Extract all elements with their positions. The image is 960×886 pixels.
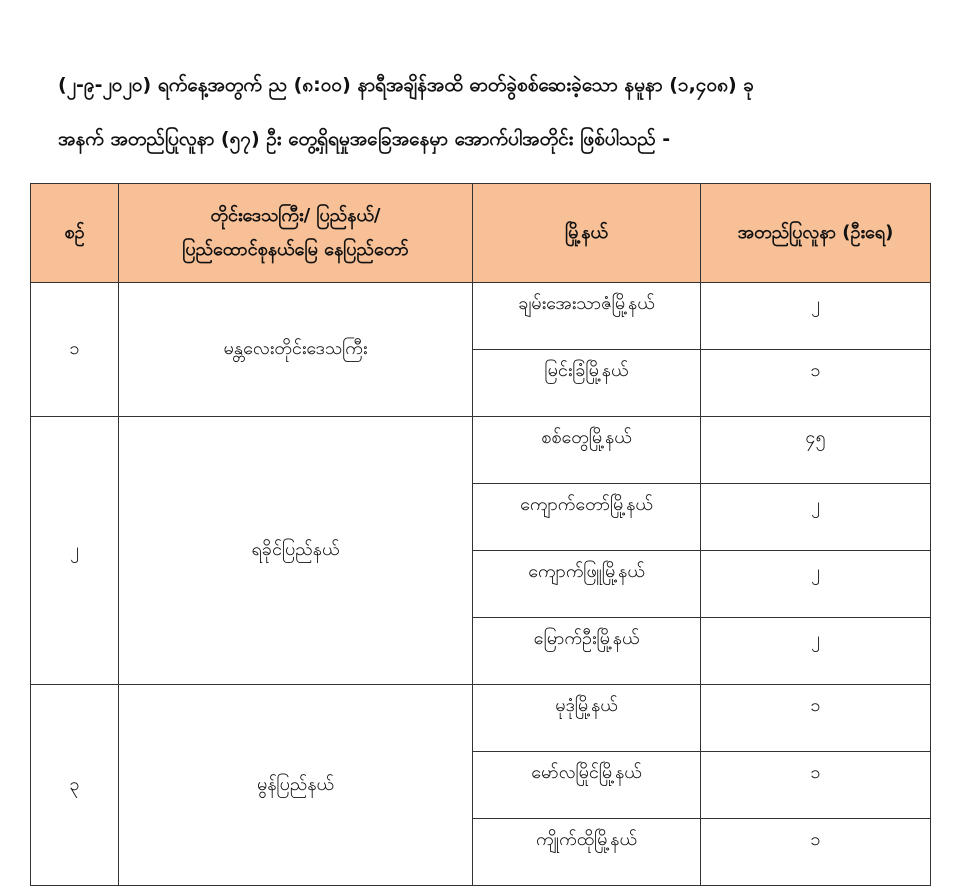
- case-count: ၄၅: [701, 417, 931, 484]
- table-row: [31, 685, 931, 752]
- region-name: မန္တလေးတိုင်းဒေသကြီး: [119, 283, 473, 417]
- case-count: ၁: [701, 819, 931, 886]
- case-count: ၁: [701, 685, 931, 752]
- cases-table: [30, 183, 931, 886]
- case-count: ၂: [701, 283, 931, 350]
- township-name: ကျိုက်ထိုမြို့နယ်: [473, 819, 701, 886]
- township-name: ကျောက်ဖြူမြို့နယ်: [473, 551, 701, 618]
- township-name: စစ်တွေမြို့နယ်: [473, 417, 701, 484]
- header-region: [119, 184, 473, 283]
- table-row: [31, 417, 931, 484]
- case-count: ၁: [701, 752, 931, 819]
- intro-paragraph: [58, 58, 920, 166]
- header-no: စဉ်: [31, 184, 119, 283]
- intro-line-1: (၂-၉-၂၀၂၀) ရက်နေ့အတွက် ည (၈:၀၀) နာရီအချိန်အထိ ဓာတ်ခွဲစစ်ဆေးခဲ့သော နမူနာ (၁,၄၀၈) ခု: [58, 74, 754, 96]
- township-name: မော်လမြိုင်မြို့နယ်: [473, 752, 701, 819]
- header-row: [31, 184, 931, 283]
- case-count: ၁: [701, 350, 931, 417]
- township-name: ချမ်းအေးသာဇံမြို့နယ်: [473, 283, 701, 350]
- header-region-line-2: ပြည်ထောင်စုနယ်မြေ နေပြည်တော်: [182, 239, 409, 260]
- case-count: ၂: [701, 484, 931, 551]
- township-name: ကျောက်တော်မြို့နယ်: [473, 484, 701, 551]
- row-number: ၁: [31, 283, 119, 417]
- region-name: ရခိုင်ပြည်နယ်: [119, 417, 473, 685]
- header-count: အတည်ပြုလူနာ (ဦးရေ): [701, 184, 931, 283]
- region-name: မွန်ပြည်နယ်: [119, 685, 473, 886]
- row-number: ၂: [31, 417, 119, 685]
- table-row: [31, 283, 931, 350]
- header-region-line-1: တိုင်းဒေသကြီး/ ပြည်နယ်/: [210, 205, 381, 226]
- intro-line-2: အနက် အတည်ပြုလူနာ (၅၇) ဦး တွေ့ရှိရမှုအခြေအနေမှာ အောက်ပါအတိုင်း ဖြစ်ပါသည် -: [58, 128, 671, 150]
- case-count: ၂: [701, 551, 931, 618]
- row-number: ၃: [31, 685, 119, 886]
- township-name: မုဒုံမြို့နယ်: [473, 685, 701, 752]
- township-name: မြောက်ဦးမြို့နယ်: [473, 618, 701, 685]
- township-name: မြင်းခြံမြို့နယ်: [473, 350, 701, 417]
- header-township: မြို့နယ်: [473, 184, 701, 283]
- case-count: ၂: [701, 618, 931, 685]
